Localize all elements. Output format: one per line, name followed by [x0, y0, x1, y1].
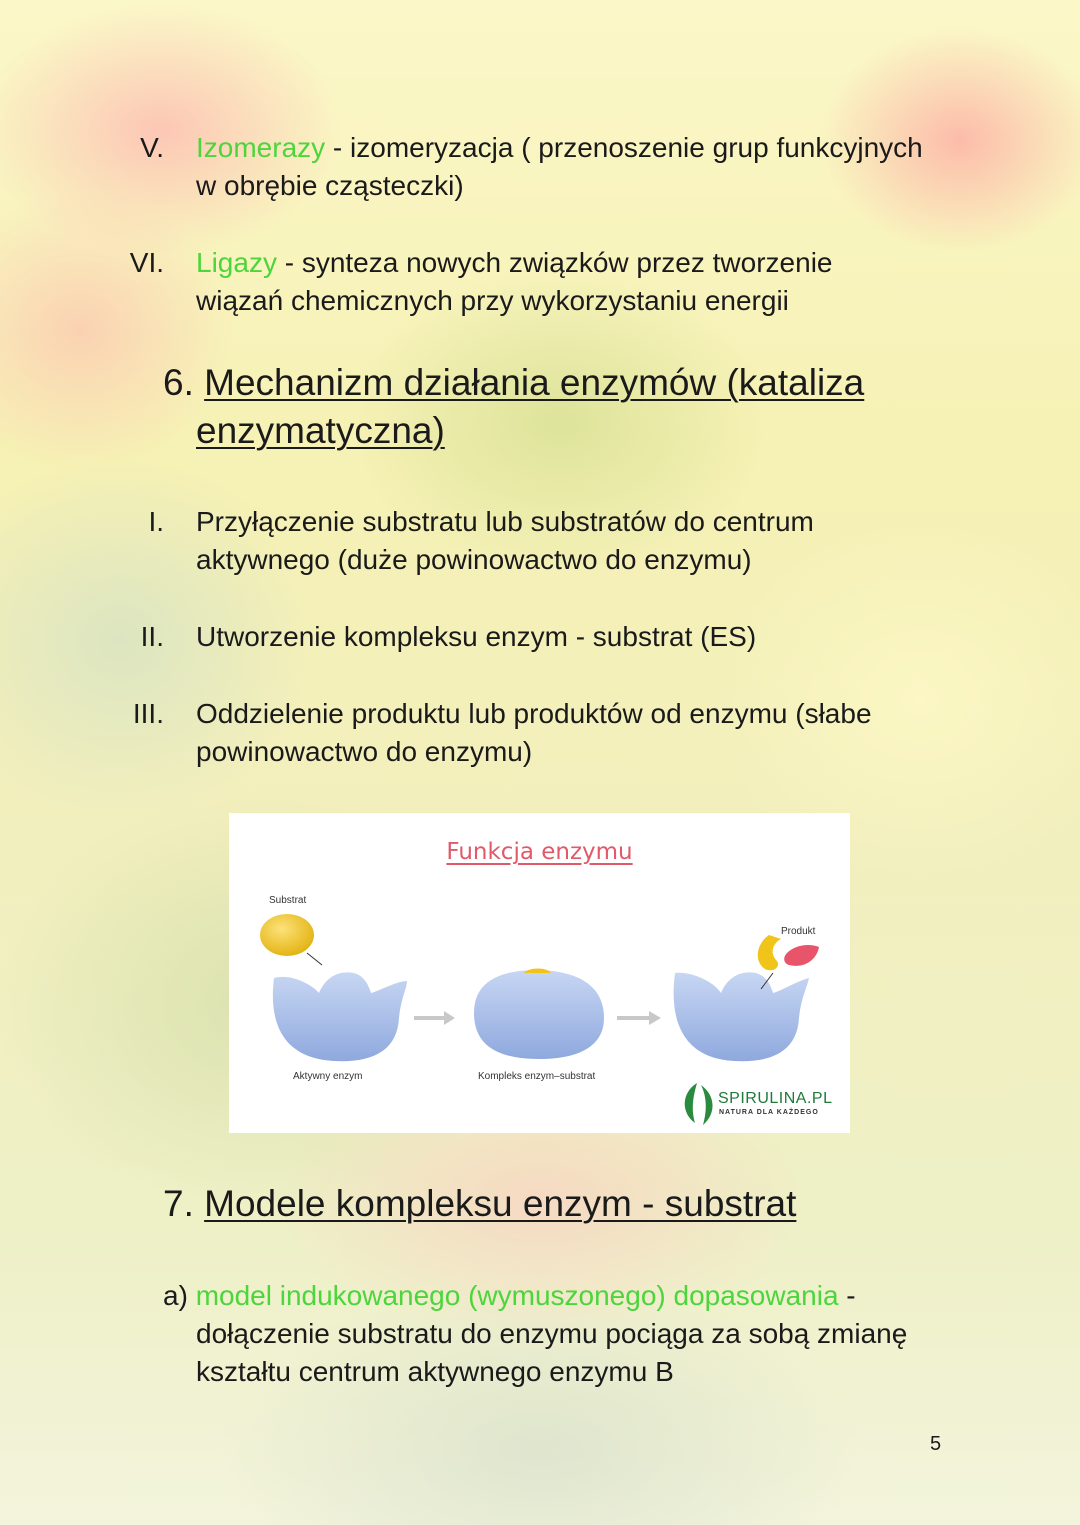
- released-enzyme-shape: [674, 972, 809, 1061]
- term-induced-fit: model indukowanego (wymuszonego) dopasowania: [195, 1280, 839, 1311]
- list-item-vi-line1: [196, 244, 832, 282]
- ligazy-description: - synteza nowych związków przez tworzenie: [276, 247, 833, 278]
- section-6-heading-line2: [196, 407, 445, 455]
- section-7-title: Modele kompleksu enzym - substrat: [204, 1183, 797, 1224]
- item-a-dash: -: [838, 1280, 856, 1311]
- section-6-title-line1: Mechanizm działania enzymów (kataliza: [204, 362, 865, 403]
- list-item-vi-line2: wiązań chemicznych przy wykorzystaniu energii: [196, 285, 789, 316]
- list-item-v-line1: [196, 129, 923, 167]
- substrate-shape: [260, 914, 314, 956]
- complex-enzyme-shape: [474, 970, 604, 1059]
- section-7-number: 7.: [163, 1183, 194, 1224]
- list-item-v-line2: w obrębie cząsteczki): [196, 170, 464, 201]
- label-produkt: Produkt: [781, 926, 816, 937]
- item-a-line3: kształtu centrum aktywnego enzymu B: [196, 1356, 674, 1387]
- process-arrow-1: [414, 1011, 455, 1025]
- complex-substrate-cap: [524, 969, 551, 974]
- active-enzyme-shape: [273, 972, 407, 1061]
- item-a-line2: dołączenie substratu do enzymu pociąga za sobą zmianę: [196, 1318, 908, 1349]
- step-number-ii: II.: [140, 621, 164, 652]
- brand-name: SPIRULINA.PL: [718, 1090, 833, 1107]
- item-a-label: a): [163, 1280, 188, 1311]
- section-6-title-line2: enzymatyczna): [196, 410, 445, 451]
- list-number-v: V.: [140, 132, 164, 163]
- section-6-heading-line1: [163, 359, 864, 407]
- step-number-iii: III.: [132, 698, 164, 729]
- enzyme-function-figure: [229, 813, 850, 1133]
- product-red: [784, 945, 819, 966]
- figure-title: Funkcja enzymu: [446, 839, 633, 865]
- process-arrow-2: [617, 1011, 661, 1025]
- label-complex: Kompleks enzym–substrat: [478, 1071, 596, 1082]
- step-i-line2: aktywnego (duże powinowactwo do enzymu): [196, 544, 752, 575]
- step-iii-line1: Oddzielenie produktu lub produktów od enzymu (słabe: [196, 698, 872, 729]
- section-6-number: 6.: [163, 362, 194, 403]
- item-a-line1: [163, 1277, 856, 1315]
- term-izomerazy: Izomerazy: [196, 132, 326, 163]
- product-yellow: [758, 935, 781, 970]
- section-7-heading: [163, 1180, 796, 1228]
- list-number-vi: VI.: [129, 247, 164, 278]
- step-number-i: I.: [148, 506, 164, 537]
- page-number: 5: [930, 1433, 942, 1455]
- step-i-line1: Przyłączenie substratu lub substratów do centrum: [196, 506, 814, 537]
- izomerazy-description: - izomeryzacja ( przenoszenie grup funkcyjnych: [325, 132, 923, 163]
- step-ii-line1: Utworzenie kompleksu enzym - substrat (ES): [196, 621, 757, 652]
- label-substrat: Substrat: [269, 895, 307, 906]
- label-active-enzyme: Aktywny enzym: [293, 1071, 363, 1082]
- substrate-arrow: [307, 953, 322, 965]
- brand-tagline: NATURA DLA KAŻDEGO: [719, 1109, 819, 1116]
- step-iii-line2: powinowactwo do enzymu): [196, 736, 533, 767]
- term-ligazy: Ligazy: [196, 247, 277, 278]
- spirulina-leaf-logo: [685, 1083, 713, 1125]
